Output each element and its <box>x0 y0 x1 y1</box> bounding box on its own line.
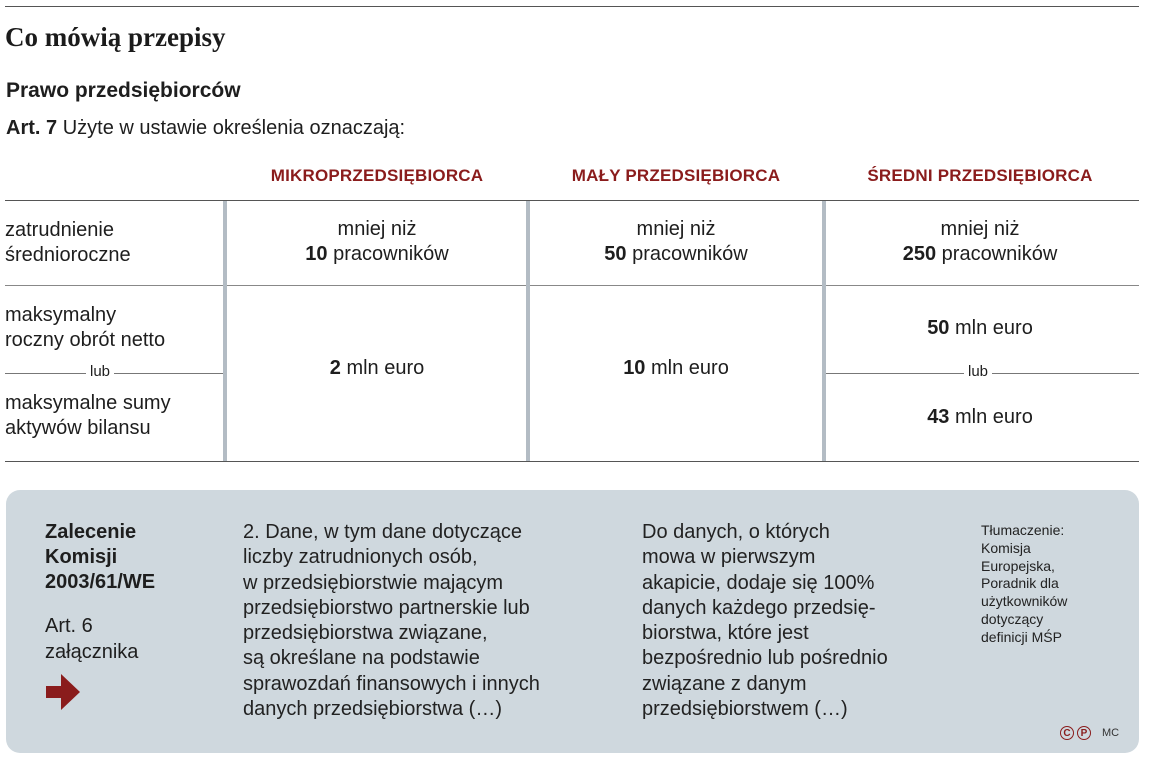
top-rule <box>5 6 1139 7</box>
employment-small-cell: mniej niż 50 pracowników <box>604 218 748 265</box>
table-top-rule <box>5 200 1139 201</box>
row-label-employment: zatrudnienie średnioroczne <box>5 219 131 266</box>
recommendation-text-1: 2. Dane, w tym dane dotyczące liczby zatrudnionych osób, w przedsiębiorstwie mającym przedsiębiorstwo partnerskie lub przedsiębiorstwa związane, są określane na podstawie sprawozdań finansowych i innych danych przedsiębiorstwa (…) <box>243 521 540 721</box>
recommendation-heading: Zalecenie Komisji 2003/61/WE <box>45 521 156 593</box>
copyright-mark <box>1060 726 1119 740</box>
recommendation-box <box>6 490 1139 753</box>
page-title: Co mówią przepisy <box>5 22 226 52</box>
employment-medium-cell: mniej niż 250 pracowników <box>902 218 1058 265</box>
employment-micro-cell: mniej niż 10 pracowników <box>305 218 449 265</box>
row-label-turnover: maksymalny roczny obrót netto <box>5 304 166 351</box>
law-title: Prawo przedsiębiorców <box>6 79 241 102</box>
turnover-micro-cell: 2 mln euro <box>329 357 425 379</box>
or-label: lub <box>964 363 992 380</box>
arrow-right-icon <box>44 672 82 717</box>
turnover-small-cell: 10 mln euro <box>623 357 729 379</box>
phonogram-icon: P <box>1077 726 1091 740</box>
author-initials: MC <box>1102 727 1120 739</box>
recommendation-article: Art. 6 załącznika <box>45 615 139 663</box>
table-bottom-rule <box>5 461 1139 462</box>
article-intro <box>6 117 405 140</box>
balance-medium-cell: 43 mln euro <box>927 406 1033 428</box>
or-label: lub <box>86 363 114 380</box>
translation-source: Tłumaczenie: Komisja Europejska, Poradnik dla użytkowników dotyczący definicji MŚP <box>981 522 1068 645</box>
column-header-small: MAŁY PRZEDSIĘBIORCA <box>571 166 781 185</box>
column-header-medium: ŚREDNI PRZEDSIĘBIORCA <box>867 166 1093 185</box>
article-number: Art. 7 <box>6 117 58 139</box>
recommendation-text-2: Do danych, o których mowa w pierwszym akapicie, dodaje się 100% danych każdego przedsię- biorstwa, które jest bezpośrednio lub pośrednio związane z danym przedsiębiorstwem (…) <box>642 521 888 721</box>
row-label-balance: maksymalne sumy aktywów bilansu <box>5 392 171 439</box>
table-mid-rule <box>5 285 1139 286</box>
article-text: Użyte w ustawie określenia oznaczają: <box>62 117 406 139</box>
copyright-icon: C <box>1060 726 1074 740</box>
turnover-medium-cell: 50 mln euro <box>927 317 1033 339</box>
column-header-micro: MIKROPRZEDSIĘBIORCA <box>270 166 484 185</box>
